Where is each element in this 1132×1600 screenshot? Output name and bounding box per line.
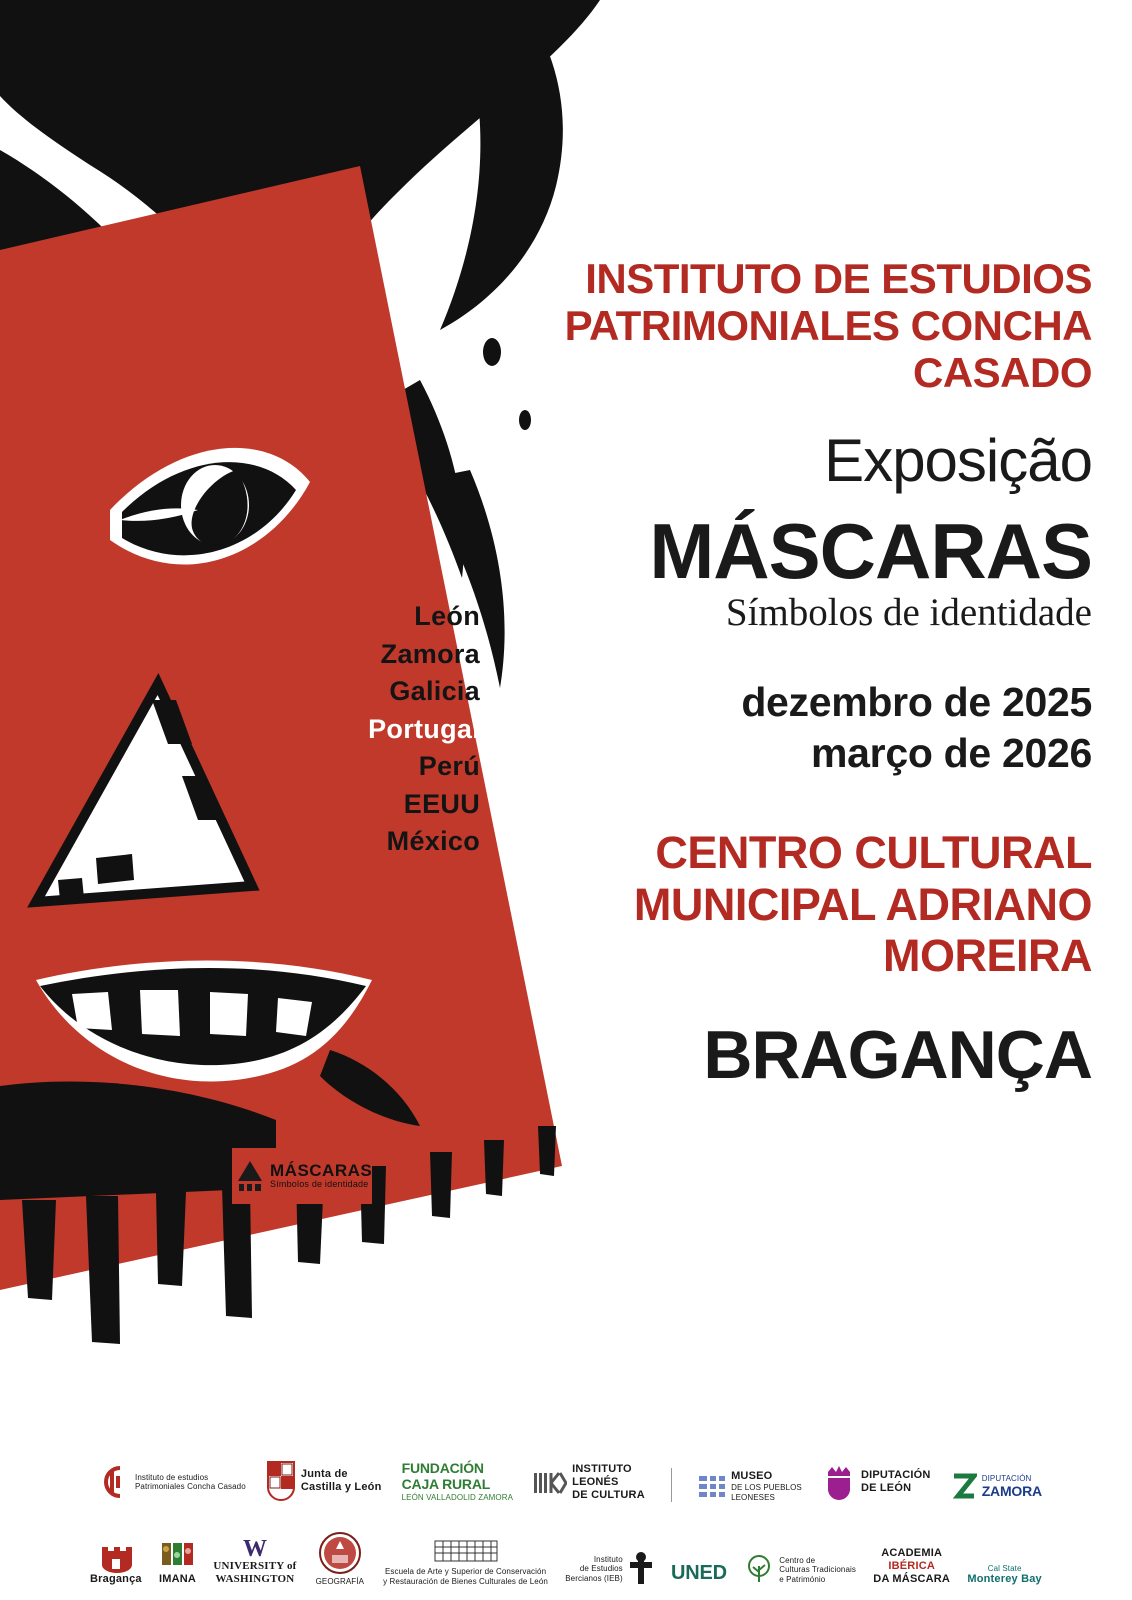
- sponsor-line1: Instituto: [593, 1554, 623, 1564]
- sponsor-museo-pueblos-leoneses: [698, 1470, 802, 1502]
- sponsor-imana: [159, 1539, 196, 1586]
- sponsor-academia-iberica-da-mascara: [873, 1547, 950, 1586]
- sponsor-line1: Junta de: [300, 1468, 348, 1481]
- sponsor-line1: INSTITUTO: [572, 1463, 632, 1476]
- escuela-building-icon: [383, 1537, 548, 1567]
- city-name: BRAGANÇA: [703, 1017, 1092, 1094]
- mask-glyph-icon: [236, 1159, 264, 1193]
- sponsor-line2: CAJA RURAL: [401, 1476, 491, 1493]
- sponsor-line1: DIPUTACIÓN: [860, 1469, 931, 1482]
- sponsor-line2: ZAMORA: [981, 1483, 1042, 1500]
- date-end: março de 2026: [811, 730, 1092, 777]
- region-item: Galicia: [389, 676, 480, 707]
- mascaras-logo: [232, 1148, 372, 1204]
- sponsor-instituto-estudios-bercianos: [565, 1552, 654, 1586]
- sponsor-line1: Cal State: [987, 1563, 1022, 1573]
- diputacion-leon-crown-icon: [822, 1462, 856, 1502]
- sponsor-line2: LEONÉS: [572, 1476, 619, 1489]
- sponsor-braganca: [90, 1541, 142, 1586]
- sponsor-line3: Bercianos (IEB): [565, 1573, 623, 1583]
- bercianos-cross-icon: [628, 1552, 654, 1586]
- tree-icon: [744, 1554, 774, 1586]
- sponsor-line2: de Estudios: [579, 1564, 623, 1574]
- sponsor-line2: y Restauración de Bienes Culturales de León: [383, 1576, 548, 1586]
- region-item: Portugal: [368, 713, 480, 744]
- sponsor-line3: e Património: [779, 1574, 826, 1584]
- mascaras-logo-subtitle: Símbolos de identidade: [270, 1179, 369, 1190]
- sponsor-logos: [0, 1440, 1132, 1600]
- sponsor-line2: DE LOS PUEBLOS: [731, 1483, 802, 1493]
- region-item: México: [386, 826, 480, 857]
- svg-text:W: W: [242, 1536, 268, 1561]
- sponsor-line2: IBÉRICA: [888, 1560, 935, 1573]
- region-item: Perú: [418, 751, 480, 782]
- ilc-bars-icon: [533, 1471, 567, 1495]
- sponsor-uned: [671, 1562, 727, 1586]
- region-item: Zamora: [380, 638, 480, 669]
- sponsor-diputacion-zamora: [951, 1472, 1042, 1502]
- sponsor-divider: [671, 1468, 672, 1502]
- ie-patrimoniales-icon: [90, 1462, 130, 1502]
- sponsor-line1: Instituto de estudios: [135, 1472, 209, 1482]
- sponsor-line1: DIPUTACIÓN: [981, 1474, 1032, 1484]
- ucl-seal-icon: [314, 1527, 366, 1577]
- page-subtitle: Símbolos de identidade: [725, 591, 1092, 635]
- sponsor-line1: UNED: [671, 1562, 727, 1585]
- venue-name: CENTRO CULTURAL MUNICIPAL ADRIANO MOREIRA: [633, 827, 1092, 982]
- sponsor-centro-culturas-tradicionais: [744, 1554, 856, 1586]
- sponsor-line3: LEÓN VALLADOLID ZAMORA: [401, 1492, 514, 1502]
- sponsor-line3: DE CULTURA: [572, 1489, 645, 1502]
- sponsor-line1: IMANA: [159, 1573, 197, 1586]
- sponsor-line3: LEONESES: [731, 1492, 775, 1502]
- mascaras-logo-title: MÁSCARAS: [270, 1160, 373, 1180]
- date-start: dezembro de 2025: [741, 678, 1092, 725]
- sponsor-row-primary: [90, 1440, 1042, 1502]
- sponsor-line3: DA MÁSCARA: [873, 1573, 951, 1586]
- sponsor-line1: Bragança: [90, 1573, 142, 1586]
- sponsor-line2: Patrimoniales Concha Casado: [135, 1482, 246, 1491]
- sponsor-junta-castilla-y-leon: [266, 1460, 382, 1502]
- region-item: EEUU: [403, 788, 480, 819]
- sponsor-cal-state-monterey-bay: [967, 1564, 1042, 1586]
- sponsor-line1: GEOGRAFÍA: [315, 1576, 365, 1586]
- sponsor-instituto-leones-de-cultura: [533, 1463, 645, 1502]
- sponsor-ucl-geography: [314, 1527, 366, 1586]
- sponsor-line2: Monterey Bay: [967, 1573, 1042, 1586]
- sponsor-line1: MUSEO: [731, 1470, 773, 1483]
- sponsor-escuela-superior-conservacion: [383, 1537, 548, 1586]
- sponsor-line1: FUNDACIÓN: [401, 1459, 484, 1476]
- uw-w-icon: [213, 1534, 296, 1560]
- museo-icon: [698, 1473, 726, 1499]
- region-list: [300, 598, 480, 861]
- sponsor-university-of-washington: [213, 1534, 296, 1586]
- sponsor-line2: DE LEÓN: [860, 1482, 912, 1494]
- sponsor-row-secondary: [90, 1516, 1042, 1586]
- sponsor-line1: ACADEMIA: [881, 1547, 943, 1560]
- sponsor-line1: Centro de: [779, 1555, 816, 1565]
- sponsor-line2: Culturas Tradicionais: [779, 1565, 857, 1575]
- sponsor-diputacion-de-leon: [822, 1462, 931, 1502]
- organizer-title: INSTITUTO DE ESTUDIOS PATRIMONIALES CONCHA CASADO: [564, 255, 1092, 397]
- imana-leaves-icon: [159, 1539, 196, 1573]
- junta-shield-icon: [266, 1460, 296, 1502]
- page-title: MÁSCARAS: [649, 507, 1092, 596]
- event-dates: [532, 677, 1092, 780]
- sponsor-line2: Castilla y León: [300, 1481, 382, 1493]
- sponsor-line1: Escuela de Arte y Superior de Conservación: [384, 1567, 547, 1577]
- poster-info: [532, 255, 1092, 1094]
- sponsor-instituto-estudios-patrimoniales: [90, 1462, 246, 1502]
- region-item: León: [414, 601, 480, 631]
- diputacion-zamora-icon: [951, 1472, 977, 1502]
- braganca-castle-icon: [90, 1541, 142, 1573]
- event-kind: Exposição: [824, 427, 1092, 495]
- sponsor-fundacion-caja-rural: [402, 1460, 513, 1502]
- sponsor-line1: UNIVERSITY of: [213, 1560, 297, 1573]
- sponsor-line2: WASHINGTON: [215, 1573, 295, 1586]
